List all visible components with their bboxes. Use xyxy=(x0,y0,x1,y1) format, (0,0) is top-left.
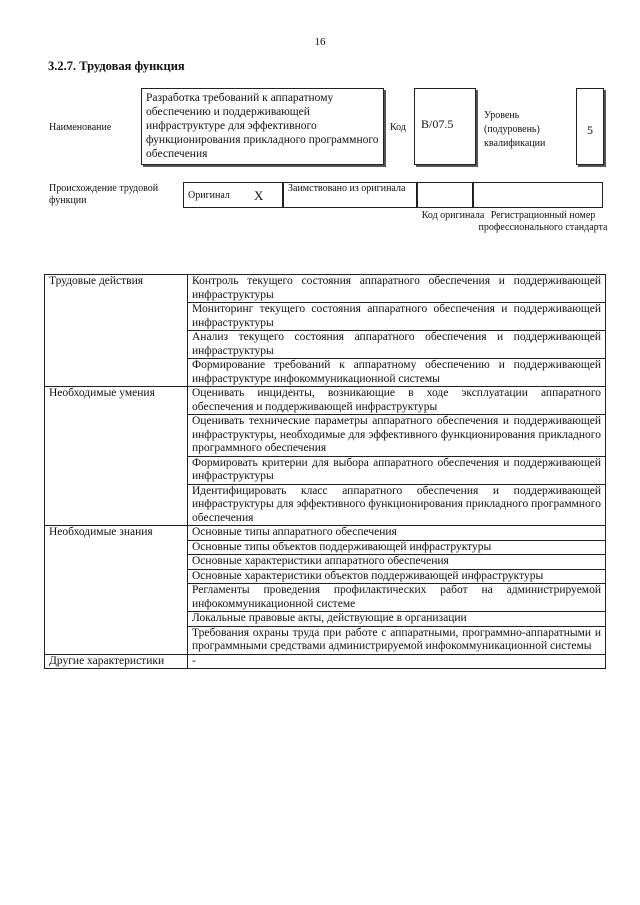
page-number: 16 xyxy=(314,36,326,48)
origin-reg-cell xyxy=(473,182,603,208)
category-cell: Трудовые действия xyxy=(45,275,188,387)
name-box xyxy=(141,88,384,165)
code-box xyxy=(414,88,476,165)
description-cell: Основные типы аппаратного обеспечения xyxy=(188,526,606,541)
function-table xyxy=(44,274,606,669)
description-cell: Регламенты проведения профилактических работ на администрируемой инфокоммуникационной системе xyxy=(188,584,606,612)
code-original-caption: Код оригинала xyxy=(421,210,485,221)
description-cell: Идентифицировать класс аппаратного обеспечения и поддерживающей инфраструктуры для эффективного функционирования прикладного программного обеспечения xyxy=(188,484,606,526)
origin-original-cell xyxy=(183,182,283,208)
level-value: 5 xyxy=(587,123,593,137)
level-label: Уровень (подуровень) квалификации xyxy=(484,110,546,149)
description-cell: Оценивать инциденты, возникающие в ходе эксплуатации аппаратного обеспечения и поддерживающей инфраструктуры xyxy=(188,387,606,415)
description-cell: Основные характеристики аппаратного обеспечения xyxy=(188,555,606,570)
description-cell: Анализ текущего состояния аппаратного обеспечения и поддерживающей инфраструктуры xyxy=(188,331,606,359)
table-row xyxy=(45,654,606,669)
name-value: Разработка требований к аппаратному обеспечению и поддерживающей инфраструктуре для эффективного функционирования прикладного программного обеспечения xyxy=(146,92,379,160)
origin-borrowed-cell xyxy=(283,182,417,208)
origin-label: Происхождение трудовой функции xyxy=(49,183,159,206)
description-cell: Локальные правовые акты, действующие в организации xyxy=(188,612,606,627)
table-row xyxy=(45,387,606,415)
description-cell: Основные характеристики объектов поддерживающей инфраструктуры xyxy=(188,569,606,584)
category-cell: Необходимые умения xyxy=(45,387,188,526)
description-cell: Контроль текущего состояния аппаратного обеспечения и поддерживающей инфраструктуры xyxy=(188,275,606,303)
description-cell: Формирование требований к аппаратному обеспечению и поддерживающей инфраструктуре инфокоммуникационной системы xyxy=(188,359,606,387)
reg-number-caption: Регистрационный номер профессионального стандарта xyxy=(478,210,608,233)
origin-original-label: Оригинал xyxy=(188,190,230,201)
origin-row xyxy=(183,182,603,208)
description-cell: Мониторинг текущего состояния аппаратного обеспечения и поддерживающей инфраструктуры xyxy=(188,303,606,331)
code-value: B/07.5 xyxy=(421,117,454,131)
table-row xyxy=(45,275,606,303)
description-cell: - xyxy=(188,654,606,669)
origin-borrowed-label: Заимствовано из оригинала xyxy=(288,183,406,194)
section-title: 3.2.7. Трудовая функция xyxy=(48,59,185,73)
description-cell: Требования охраны труда при работе с аппаратными, программно-аппаратными и программными средствами администрируемой инфокоммуникационной системы xyxy=(188,626,606,654)
category-cell: Необходимые знания xyxy=(45,526,188,655)
category-cell: Другие характеристики xyxy=(45,654,188,669)
description-cell: Оценивать технические параметры аппаратного обеспечения и поддерживающей инфраструктуры, необходимые для эффективного функционирования прикладного программного обеспечения xyxy=(188,415,606,457)
table-row xyxy=(45,526,606,541)
origin-original-mark: X xyxy=(254,188,264,203)
origin-code-cell xyxy=(417,182,473,208)
level-box xyxy=(576,88,604,165)
description-cell: Основные типы объектов поддерживающей инфраструктуры xyxy=(188,540,606,555)
code-label: Код xyxy=(390,122,406,133)
name-label: Наименование xyxy=(49,122,112,133)
description-cell: Формировать критерии для выбора аппаратного обеспечения и поддерживающей инфраструктуры xyxy=(188,456,606,484)
